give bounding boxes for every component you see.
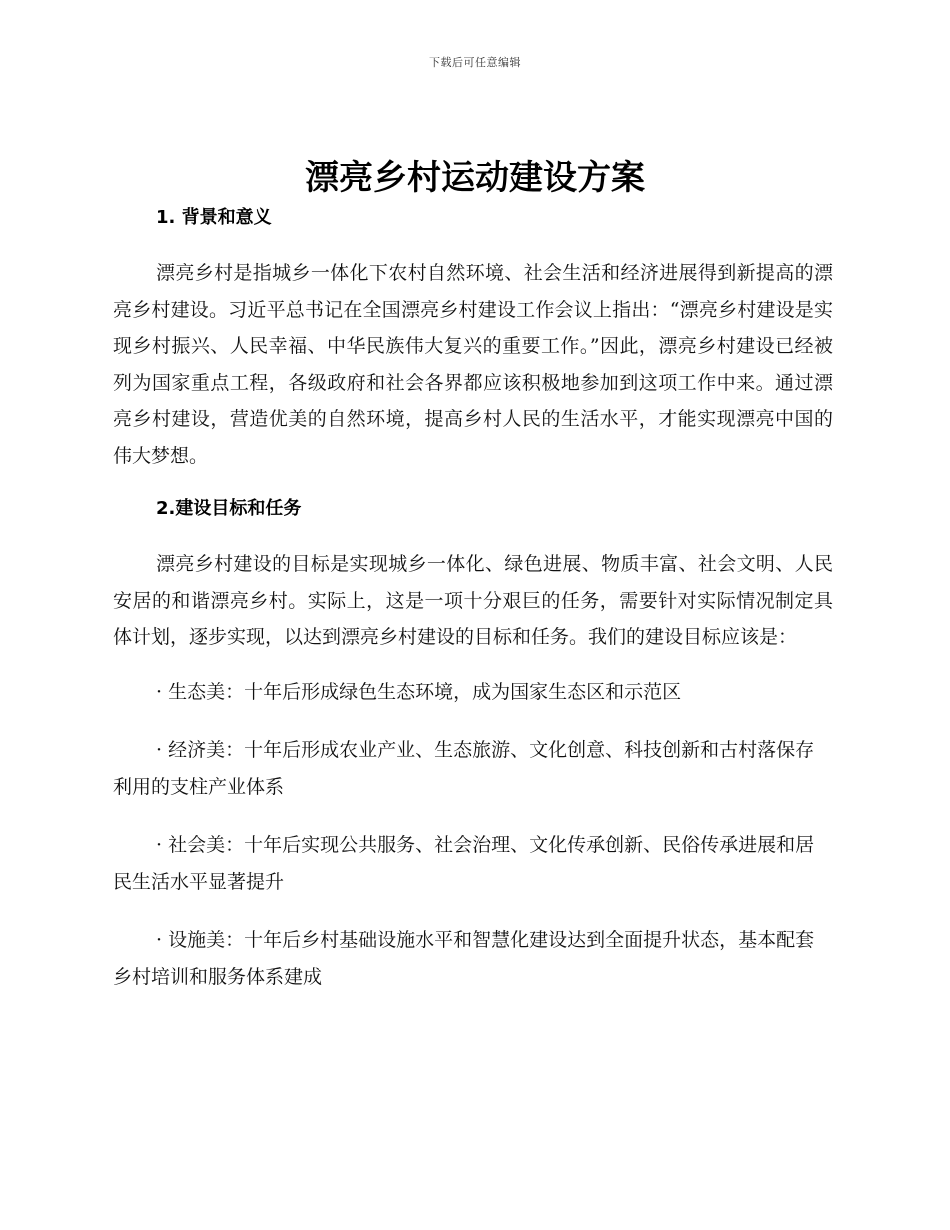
paragraph-background: 漂亮乡村是指城乡一体化下农村自然环境、社会生活和经济进展得到新提高的漂亮乡村建设。习近平总书记在全国漂亮乡村建设工作会议上指出：“漂亮乡村建设是实现乡村振兴、人民幸福、中华民族伟大复兴的重要工作。”因此，漂亮乡村建设已经被列为国家重点工程，各级政府和社会各界都应该积极地参加到这项工作中来。通过漂亮乡村建设，营造优美的自然环境，提高乡村人民的生活水平，才能实现漂亮中国的伟大梦想。 bbox=[113, 262, 833, 467]
paragraph-goals: 漂亮乡村建设的目标是实现城乡一体化、绿色进展、物质丰富、社会文明、人民安居的和谐漂亮乡村。实际上，这是一项十分艰巨的任务，需要针对实际情况制定具体计划，逐步实现，以达到漂亮乡村建设的目标和任务。我们的建设目标应该是： bbox=[113, 553, 833, 648]
header-note: 下载后可任意编辑 bbox=[429, 56, 521, 69]
document-title: 漂亮乡村运动建设方案 bbox=[305, 158, 645, 198]
bullet-item-ecology: · 生态美：十年后形成绿色生态环境，成为国家生态区和示范区 bbox=[156, 680, 682, 703]
section-heading-background: 1. 背景和意义 bbox=[156, 207, 272, 228]
document-body bbox=[113, 201, 833, 1017]
bullet-item-facilities: · 设施美：十年后乡村基础设施水平和智慧化建设达到全面提升状态，基本配套乡村培训和服务体系建成 bbox=[113, 929, 815, 988]
bullet-item-economy: · 经济美：十年后形成农业产业、生态旅游、文化创意、科技创新和古村落保存利用的支柱产业体系 bbox=[113, 739, 815, 798]
bullet-item-society: · 社会美：十年后实现公共服务、社会治理、文化传承创新、民俗传承进展和居民生活水平显著提升 bbox=[113, 834, 815, 893]
section-heading-goals: 2.建设目标和任务 bbox=[156, 498, 302, 519]
